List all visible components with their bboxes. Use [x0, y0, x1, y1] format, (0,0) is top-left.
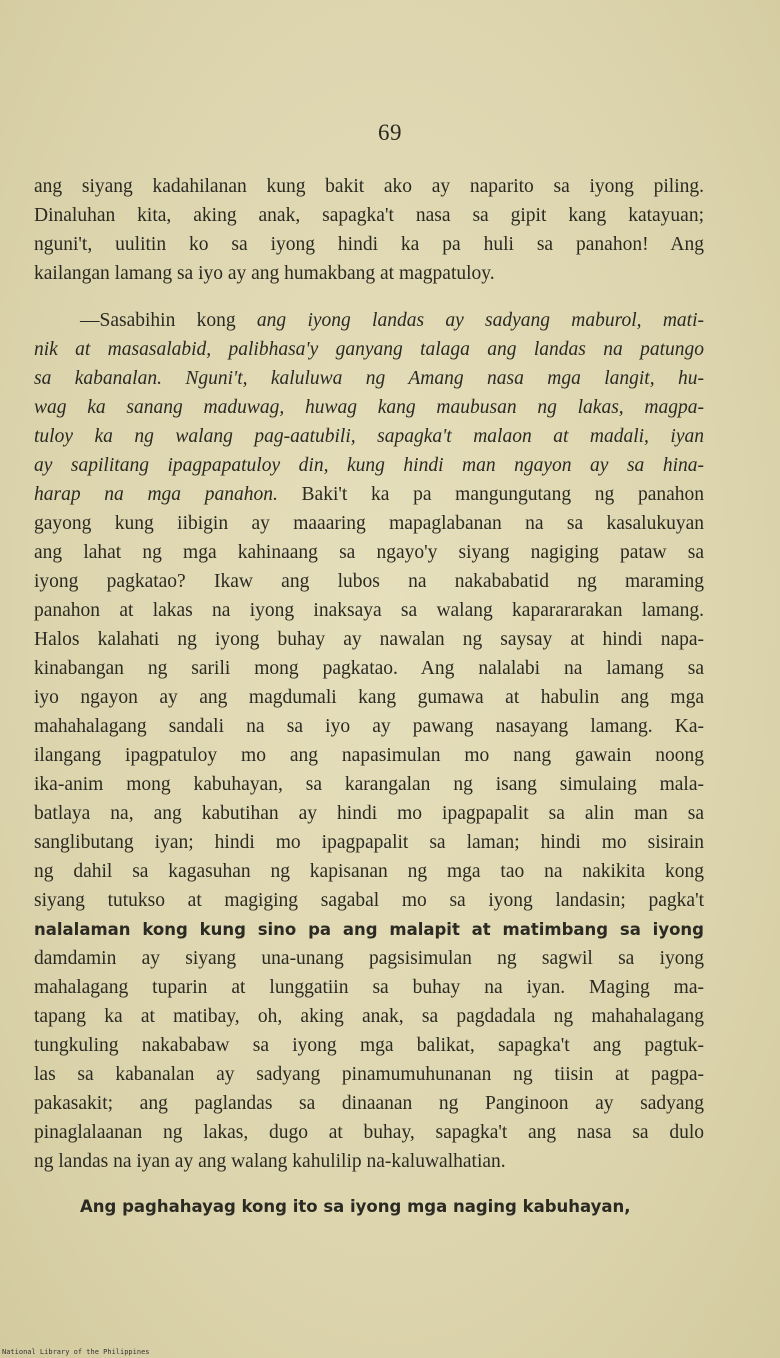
- text-segment: mahalagang tuparin at lunggatiin sa buhay na iyan. Maging ma-: [34, 977, 704, 998]
- text-line: [34, 230, 704, 259]
- text-segment: mahahalagang sandali na sa iyo ay pawang nasayang lamang. Ka-: [34, 716, 704, 737]
- text-line: [34, 480, 704, 509]
- text-line: [34, 364, 704, 393]
- text-line: [80, 306, 704, 335]
- text-segment: siyang tutukso at magiging sagabal mo sa iyong landasin; pagka't: [34, 890, 704, 911]
- text-line: [34, 915, 704, 944]
- text-line: [34, 828, 704, 857]
- text-segment: Baki't ka pa mangungutang ng panahon: [277, 484, 704, 505]
- text-segment: kailangan lamang sa iyo ay ang humakbang at magpatuloy.: [34, 263, 495, 284]
- text-line: [34, 1089, 704, 1118]
- text-segment: tungkuling nakababaw sa iyong mga balikat, sapagka't ang pagtuk-: [34, 1035, 704, 1056]
- text-line: [34, 393, 704, 422]
- text-segment: iyo ngayon ay ang magdumali kang gumawa at habulin ang mga: [34, 687, 704, 708]
- text-line: [34, 538, 704, 567]
- italic-text: harap na mga panahon.: [34, 484, 278, 505]
- text-line: [34, 886, 704, 915]
- text-line: [34, 857, 704, 886]
- text-segment: gayong kung iibigin ay maaaring mapaglabanan na sa kasalukuyan: [34, 513, 704, 534]
- text-line: [34, 201, 704, 230]
- text-line: [34, 799, 704, 828]
- text-segment: iyong pagkatao? Ikaw ang lubos na nakababatid ng maraming: [34, 571, 704, 592]
- text-line: [34, 654, 704, 683]
- text-line: [34, 1031, 704, 1060]
- text-segment: ang lahat ng mga kahinaang sa ngayo'y siyang nagiging pataw sa: [34, 542, 704, 563]
- italic-text: ang iyong landas ay sadyang maburol, mati-: [256, 310, 704, 331]
- text-line: [34, 1060, 704, 1089]
- text-line: [34, 741, 704, 770]
- text-segment: ang siyang kadahilanan kung bakit ako ay naparito sa iyong piling.: [34, 176, 704, 197]
- text-segment: ng dahil sa kagasuhan ng kapisanan ng mga tao na nakikita kong: [34, 861, 704, 882]
- italic-text: nik at masasalabid, palibhasa'y ganyang talaga ang landas na patungo: [34, 339, 704, 360]
- text-line: [80, 1192, 704, 1221]
- text-line: [34, 567, 704, 596]
- text-segment: panahon at lakas na iyong inaksaya sa walang kaparararakan lamang.: [34, 600, 704, 621]
- library-credit: National Library of the Philippines: [2, 1348, 150, 1356]
- text-line: [34, 770, 704, 799]
- text-line: [34, 451, 704, 480]
- text-line: [34, 172, 704, 201]
- text-line: [34, 1118, 704, 1147]
- text-line: [34, 509, 704, 538]
- text-line: [34, 335, 704, 364]
- text-segment: pinaglalaanan ng lakas, dugo at buhay, sapagka't ang nasa sa dulo: [34, 1122, 704, 1143]
- text-line: [34, 625, 704, 654]
- italic-text: sa kabanalan. Nguni't, kaluluwa ng Amang nasa mga langit, hu-: [34, 368, 704, 389]
- text-line: [34, 944, 704, 973]
- text-line: [34, 1147, 704, 1176]
- bold-text: Ang paghahayag kong ito sa iyong mga naging kabuhayan,: [80, 1197, 631, 1216]
- text-segment: —Sasabihin kong: [80, 310, 257, 331]
- page-number: 69: [378, 120, 402, 145]
- text-segment: damdamin ay siyang una-unang pagsisimulan ng sagwil sa iyong: [34, 948, 704, 969]
- text-segment: tapang ka at matibay, oh, aking anak, sa pagdadala ng mahahalagang: [34, 1006, 704, 1027]
- text-segment: sanglibutang iyan; hindi mo ipagpapalit sa laman; hindi mo sisirain: [34, 832, 704, 853]
- text-line: [34, 1002, 704, 1031]
- text-segment: pakasakit; ang paglandas sa dinaanan ng Panginoon ay sadyang: [34, 1093, 704, 1114]
- bold-text: nalalaman kong kung sino pa ang malapit at matimbang sa iyong: [34, 920, 704, 939]
- text-segment: ilangang ipagpatuloy mo ang napasimulan mo nang gawain noong: [34, 745, 704, 766]
- text-line: [34, 973, 704, 1002]
- text-segment: ng landas na iyan ay ang walang kahulilip na-kaluwalhatian.: [34, 1151, 506, 1172]
- italic-text: ay sapilitang ipagpapatuloy din, kung hindi man ngayon ay sa hina-: [34, 455, 704, 476]
- text-segment: Dinaluhan kita, aking anak, sapagka't nasa sa gipit kang katayuan;: [34, 205, 704, 226]
- text-segment: las sa kabanalan ay sadyang pinamumuhunanan ng tiisin at pagpa-: [34, 1064, 704, 1085]
- text-line: [34, 422, 704, 451]
- italic-text: wag ka sanang maduwag, huwag kang maubusan ng lakas, magpa-: [34, 397, 704, 418]
- text-line: [34, 596, 704, 625]
- text-segment: batlaya na, ang kabutihan ay hindi mo ipagpapalit sa alin man sa: [34, 803, 704, 824]
- text-segment: kinabangan ng sarili mong pagkatao. Ang nalalabi na lamang sa: [34, 658, 704, 679]
- text-segment: nguni't, uulitin ko sa iyong hindi ka pa huli sa panahon! Ang: [34, 234, 704, 255]
- text-line: [34, 259, 704, 288]
- italic-text: tuloy ka ng walang pag-aatubili, sapagka't malaon at madali, iyan: [34, 426, 704, 447]
- text-segment: Halos kalahati ng iyong buhay ay nawalan ng saysay at hindi napa-: [34, 629, 704, 650]
- text-segment: ika-anim mong kabuhayan, sa karangalan ng isang simulaing mala-: [34, 774, 704, 795]
- text-line: [34, 712, 704, 741]
- text-line: [34, 683, 704, 712]
